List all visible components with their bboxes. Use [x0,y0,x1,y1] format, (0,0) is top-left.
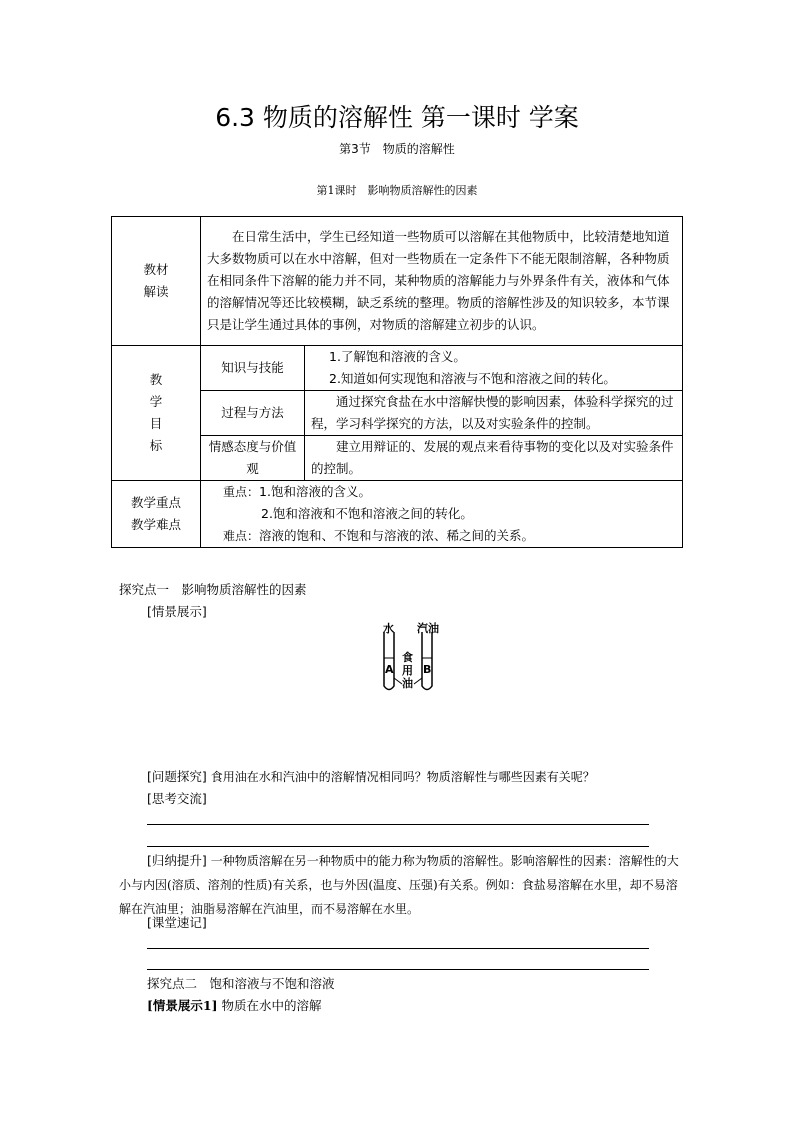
oil-pointer-a [394,678,402,684]
row-label-goals: 教 学 目 标 [112,346,201,481]
goal-knowledge-line-2: 2.知道如何实现饱和溶液与不饱和溶液之间的转化。 [329,371,616,386]
textbook-reading-content: 在日常生活中，学生已经知道一些物质可以溶解在其他物质中，比较清楚地知道大多数物质可以在水中溶解，但对一些物质在一定条件下不能无限制溶解，各种物质在相同条件下溶解的能力并不同，某种物质的溶解能力与外界条件有关，液体和气体的溶解情况等还比较模糊，缺乏系统的整理。物质的溶解性涉及的知识较多，本节课只是让学生通过具体的事例，对物质的溶解建立初步的认识。 [201,217,683,346]
page-title: 6.3 物质的溶解性 第一课时 学案 [215,103,579,132]
explore1-notes-label: [课堂速记] [147,915,207,930]
nandian-text: 溶液的饱和、不饱和与溶液的浓、稀之间的关系。 [259,528,535,543]
goal-content-attitude: 建立用辩证的、发展的观点来看待事物的变化以及对实验条件的控制。 [305,436,683,481]
explore2-scene-label: [情景展示1] [147,998,218,1013]
explore1-scene-label: [情景展示] [147,604,207,619]
row-label-key-points: 教学重点 教学难点 [112,481,201,548]
answer-line [147,824,649,825]
key-points-content [201,481,683,548]
label-tube-b: B [423,663,432,676]
nandian-label: 难点： [223,529,260,543]
question-label: [问题探究] [147,769,207,784]
goal-knowledge-line-1: 1.了解饱和溶液的含义。 [329,349,466,364]
row-label-textbook: 教材 解读 [112,217,201,346]
explore1-think-label: [思考交流] [147,791,207,806]
explore2-heading: 探究点二 饱和溶液与不饱和溶液 [147,976,335,991]
test-tube-a [384,632,394,690]
question-text: 食用油在水和汽油中的溶解情况相同吗？物质溶解性与哪些因素有关呢？ [210,770,595,784]
label-tube-a: A [385,663,394,676]
test-tube-b [422,632,432,690]
lesson-heading: 第1课时 影响物质溶解性的因素 [316,184,478,197]
explore2-scene [147,995,322,1016]
section-heading: 第3节 物质的溶解性 [339,142,455,156]
notes-line [147,969,649,970]
goal-name-attitude: 情感态度与价值观 [201,436,305,481]
explore1-heading: 探究点一 影响物质溶解性的因素 [119,582,307,597]
summary-label: [归纳提升] [147,853,207,868]
explore1-summary [119,849,681,921]
answer-line [147,846,649,847]
label-water: 水 [383,622,394,635]
table-row [112,481,683,548]
lesson-plan-table [111,216,683,548]
table-row [112,217,683,346]
zhongdian-label: 重点： [223,485,260,499]
explore2-scene-text: 物质在水中的溶解 [221,998,322,1013]
label-edible-oil: 食 用 油 [402,651,413,690]
table-row [112,346,683,391]
explore1-question [147,766,595,788]
zhongdian-1: 1.饱和溶液的含义。 [259,484,371,499]
goal-name-process: 过程与方法 [201,391,305,436]
zhongdian-2: 2.饱和溶液和不饱和溶液之间的转化。 [261,506,473,521]
goal-content-process: 通过探究食盐在水中溶解快慢的影响因素，体验科学探究的过程，学习科学探究的方法，以及对实验条件的控制。 [305,391,683,436]
notes-line [147,948,649,949]
goal-content-knowledge [305,346,683,391]
summary-text: 一种物质溶解在另一种物质中的能力称为物质的溶解性。影响溶解性的因素：溶解性的大小与内因(溶质、溶剂的性质)有关系，也与外因(温度、压强)有关系。例如：食盐易溶解在水里，却不易溶解在汽油里；油脂易溶解在汽油里，而不易溶解在水里。 [119,854,679,916]
goal-name-knowledge: 知识与技能 [201,346,305,391]
label-gasoline: 汽油 [417,622,439,635]
oil-pointer-b [414,678,422,684]
